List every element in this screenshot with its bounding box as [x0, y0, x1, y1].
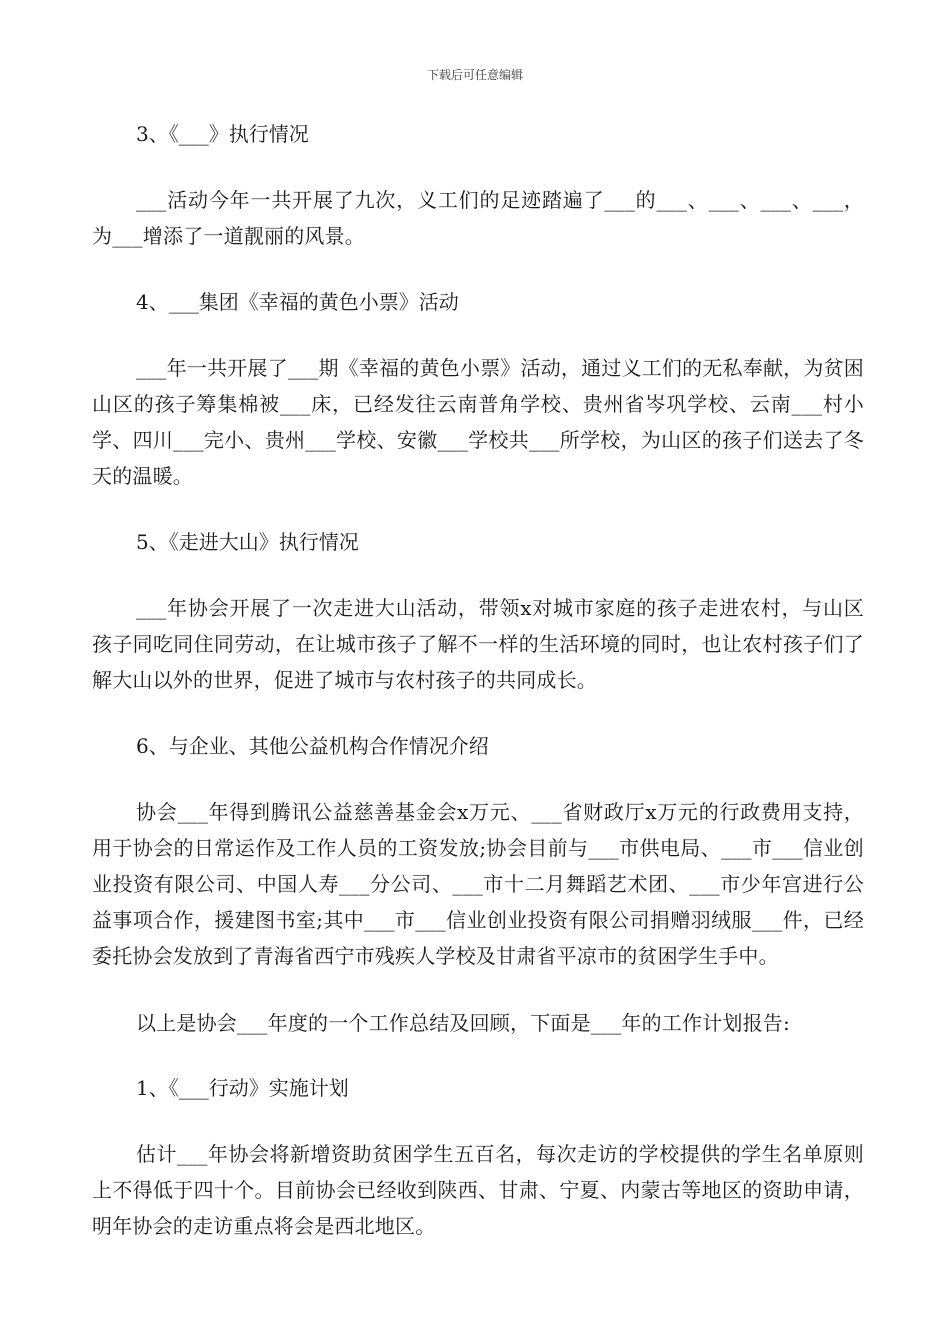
section-heading: 4、___集团《幸福的黄色小票》活动	[136, 290, 459, 314]
section-heading: 5、《走进大山》执行情况	[136, 530, 359, 554]
section-paragraph: ___年协会开展了一次走进大山活动，带领x对城市家庭的孩子走进农村，与山区孩子同吃同住同劳动，在让城市孩子了解不一样的生活环境的同时，也让农村孩子们了解大山以外的世界，促进了城市与农村孩子的共同成长。	[92, 596, 864, 692]
summary-paragraph: 以上是协会___年度的一个工作总结及回顾，下面是___年的工作计划报告:	[136, 1011, 790, 1035]
plan-paragraph: 估计___年协会将新增资助贫困学生五百名，每次走访的学校提供的学生名单原则上不得低于四十个。目前协会已经收到陕西、甘肃、宁夏、内蒙古等地区的资助申请，明年协会的走访重点将会是西北地区。	[92, 1142, 864, 1238]
section-paragraph: ___活动今年一共开展了九次，义工们的足迹踏遍了___的___、___、___、___，为___增添了一道靓丽的风景。	[92, 188, 864, 248]
section-paragraph: 协会___年得到腾讯公益慈善基金会x万元、___省财政厅x万元的行政费用支持，用于协会的日常运作及工作人员的工资发放;协会目前与___市供电局、___市___信业创业投资有限公司、中国人寿___分公司、___市十二月舞蹈艺术团、___市少年宫进行公益事项合作，援建图书室;其中___市___信业创业投资有限公司捐赠羽绒服___件，已经委托协会发放到了青海省西宁市残疾人学校及甘肃省平凉市的贫困学生手中。	[92, 800, 864, 968]
page-header-note: 下载后可任意编辑	[426, 68, 523, 82]
section-paragraph: ___年一共开展了___期《幸福的黄色小票》活动，通过义工们的无私奉献，为贫困山区的孩子筹集棉被___床，已经发往云南普角学校、贵州省岑巩学校、云南___村小学、四川___完小、贵州___学校、安徽___学校共___所学校，为山区的孩子们送去了冬天的温暖。	[92, 356, 864, 488]
section-heading: 3、《___》执行情况	[136, 122, 309, 146]
document-body	[92, 117, 864, 1275]
section-heading: 6、与企业、其他公益机构合作情况介绍	[136, 734, 489, 758]
plan-heading: 1、《___行动》实施计划	[136, 1076, 349, 1100]
